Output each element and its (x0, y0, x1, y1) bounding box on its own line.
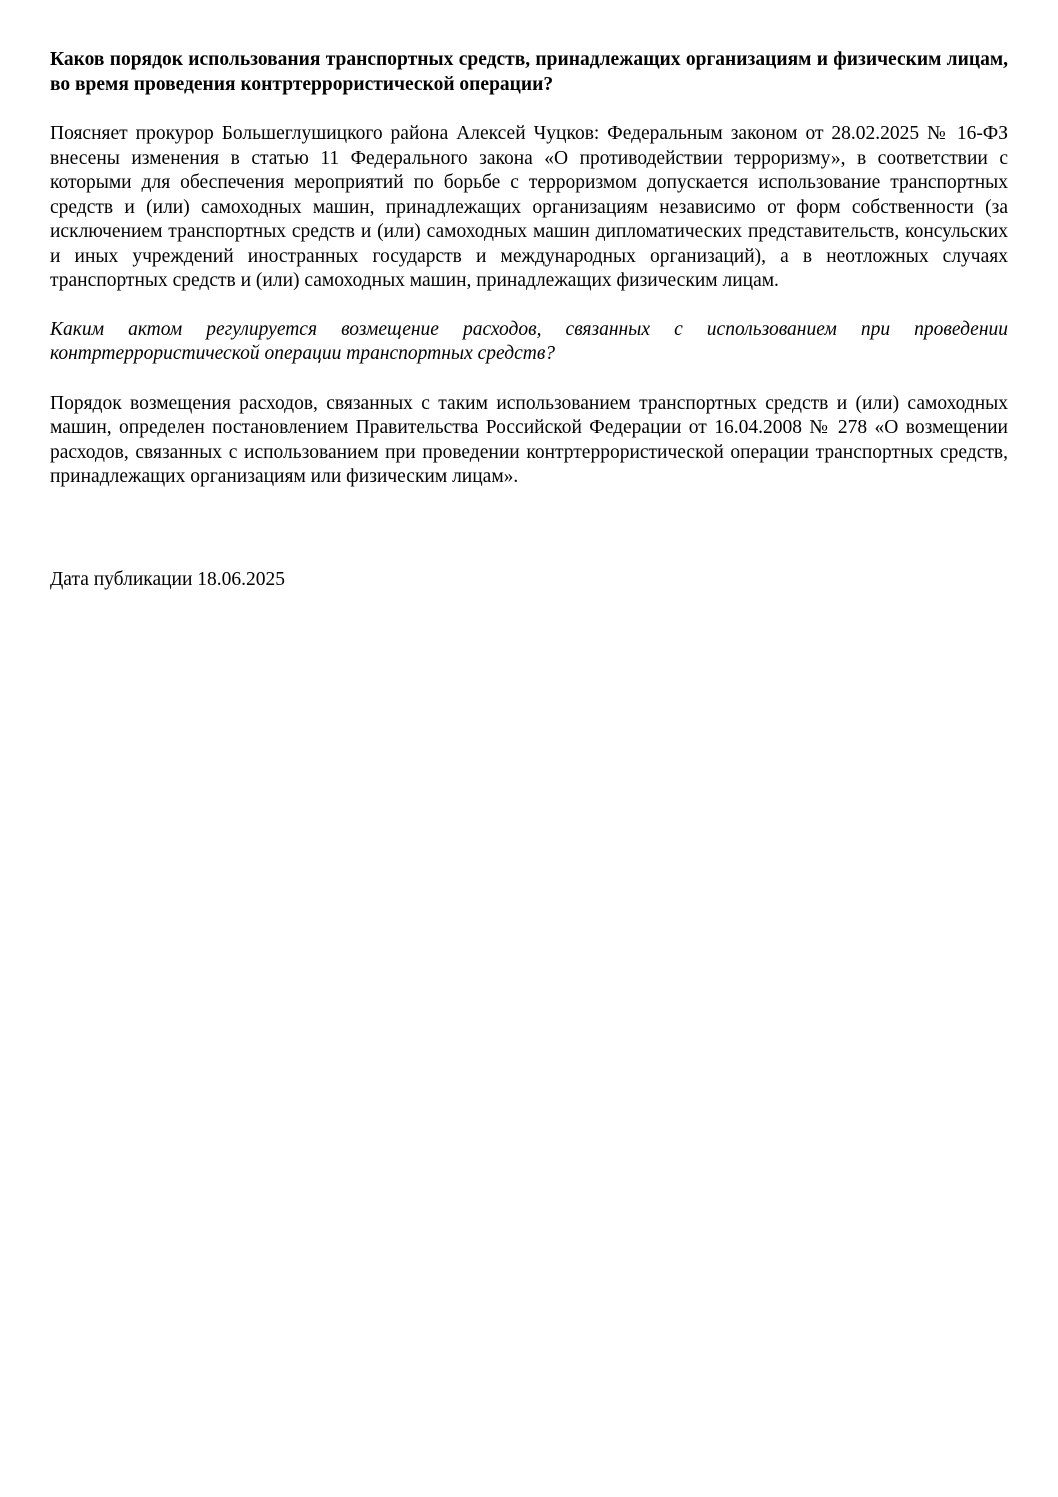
answer-paragraph-2: Порядок возмещения расходов, связанных с таким использованием транспортных средств и (или) самоходных машин, определен постановлением Правительства Российской Федерации от 16.04.2008 № 278 «О возмещении расходов, связанных с использованием при проведении контртеррористической операции транспортных средств, принадлежащих организациям или физическим лицам». (50, 392, 1008, 487)
document-page (50, 48, 1008, 590)
document-title: Каков порядок использования транспортных средств, принадлежащих организациям и физическим лицам, во время проведения контртеррористической операции? (50, 49, 1008, 95)
question-paragraph: Каким актом регулируется возмещение расходов, связанных с использованием при проведении контртеррористической операции транспортных средств? (50, 318, 1008, 364)
answer-paragraph-1: Поясняет прокурор Большеглушицкого района Алексей Чуцков: Федеральным законом от 28.02.2025 № 16-ФЗ внесены изменения в статью 11 Федерального закона «О противодействии терроризму», в соответствии с которыми для обеспечения мероприятий по борьбе с терроризмом допускается использование транспортных средств и (или) самоходных машин, принадлежащих организациям независимо от форм собственности (за исключением транспортных средств и (или) самоходных машин дипломатических представительств, консульских и иных учреждений иностранных государств и международных организаций), а в неотложных случаях транспортных средств и (или) самоходных машин, принадлежащих физическим лицам. (50, 123, 1008, 291)
publication-date: Дата публикации 18.06.2025 (50, 569, 286, 590)
